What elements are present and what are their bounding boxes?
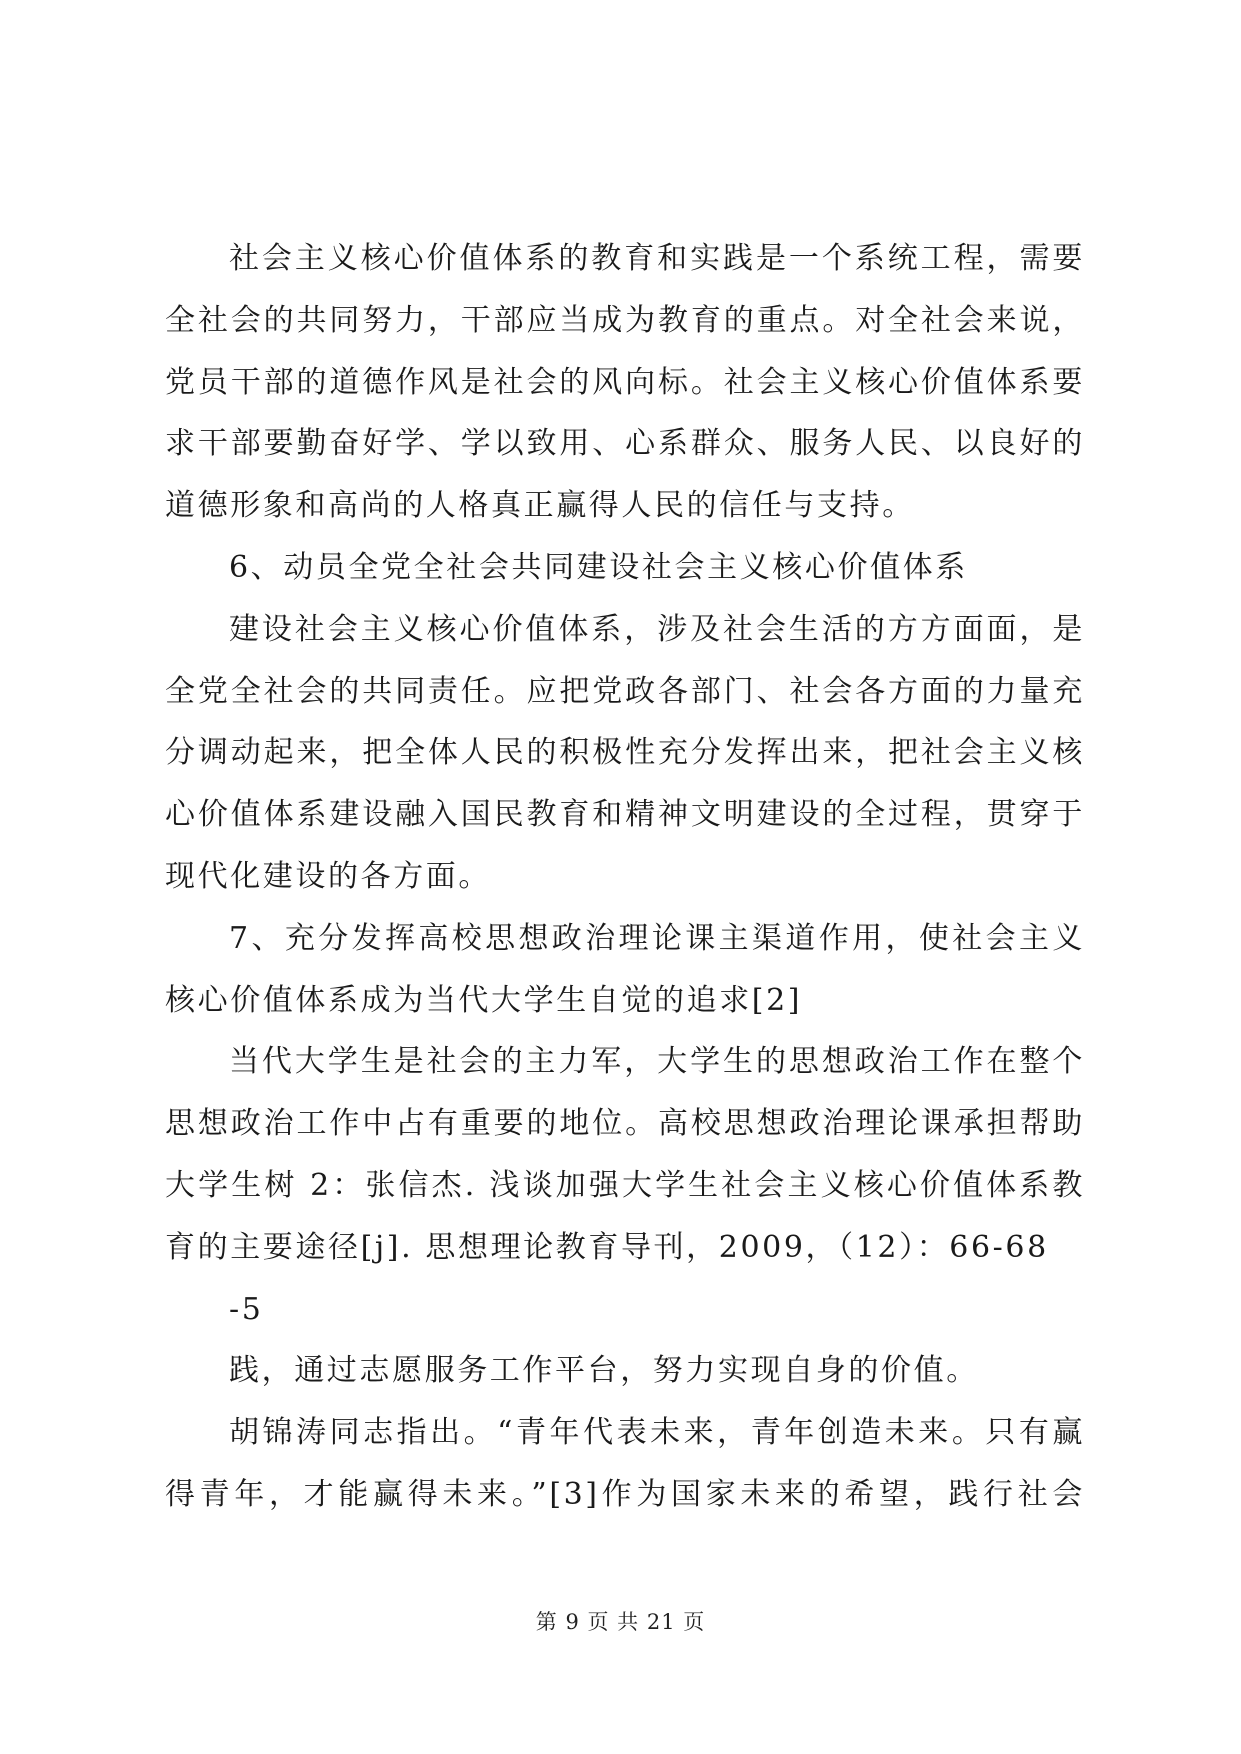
text-line: 党员干部的道德作风是社会的风向标。社会主义核心价值体系要 bbox=[165, 364, 1085, 400]
reference-line: 育的主要途径[j]. 思想理论教育导刊，2009，（12）：66-68 bbox=[165, 1229, 1049, 1265]
section-heading: 核心价值体系成为当代大学生自觉的追求[2] bbox=[165, 982, 803, 1018]
body-text bbox=[165, 228, 1085, 1526]
text-line: 当代大学生是社会的主力军，大学生的思想政治工作在整个 bbox=[229, 1044, 1085, 1080]
text-line: 得青年，才能赢得未来。”[3]作为国家未来的希望，践行社会 bbox=[165, 1476, 1085, 1512]
text-line: 现代化建设的各方面。 bbox=[165, 858, 491, 894]
text-line: 践，通过志愿服务工作平台，努力实现自身的价值。 bbox=[229, 1353, 979, 1389]
text-line: 全党全社会的共同责任。应把党政各部门、社会各方面的力量充 bbox=[165, 673, 1085, 709]
text-line: 分调动起来，把全体人民的积极性充分发挥出来，把社会主义核 bbox=[165, 735, 1085, 771]
text-line: 求干部要勤奋好学、学以致用、心系群众、服务人民、以良好的 bbox=[165, 426, 1085, 462]
section-heading: 6、动员全党全社会共同建设社会主义核心价值体系 bbox=[229, 549, 968, 585]
section-heading: 7、充分发挥高校思想政治理论课主渠道作用，使社会主义 bbox=[229, 920, 1085, 956]
text-line: 胡锦涛同志指出。“青年代表未来，青年创造未来。只有赢 bbox=[229, 1415, 1085, 1451]
text-line: 建设社会主义核心价值体系，涉及社会生活的方方面面，是 bbox=[229, 611, 1085, 647]
text-line: 道德形象和高尚的人格真正赢得人民的信任与支持。 bbox=[165, 488, 915, 524]
text-line: 全社会的共同努力，干部应当成为教育的重点。对全社会来说， bbox=[165, 302, 1085, 338]
text-line: 心价值体系建设融入国民教育和精神文明建设的全过程，贯穿于 bbox=[165, 797, 1085, 833]
page-footer: 第 9 页 共 21 页 bbox=[535, 1610, 706, 1634]
text-line: 社会主义核心价值体系的教育和实践是一个系统工程，需要 bbox=[229, 241, 1085, 276]
text-line: 思想政治工作中占有重要的地位。高校思想政治理论课承担帮助 bbox=[165, 1106, 1085, 1142]
page-marker: -5 bbox=[229, 1291, 264, 1327]
text-line: 大学生树 2：张信杰. 浅谈加强大学生社会主义核心价值体系教 bbox=[165, 1167, 1085, 1203]
